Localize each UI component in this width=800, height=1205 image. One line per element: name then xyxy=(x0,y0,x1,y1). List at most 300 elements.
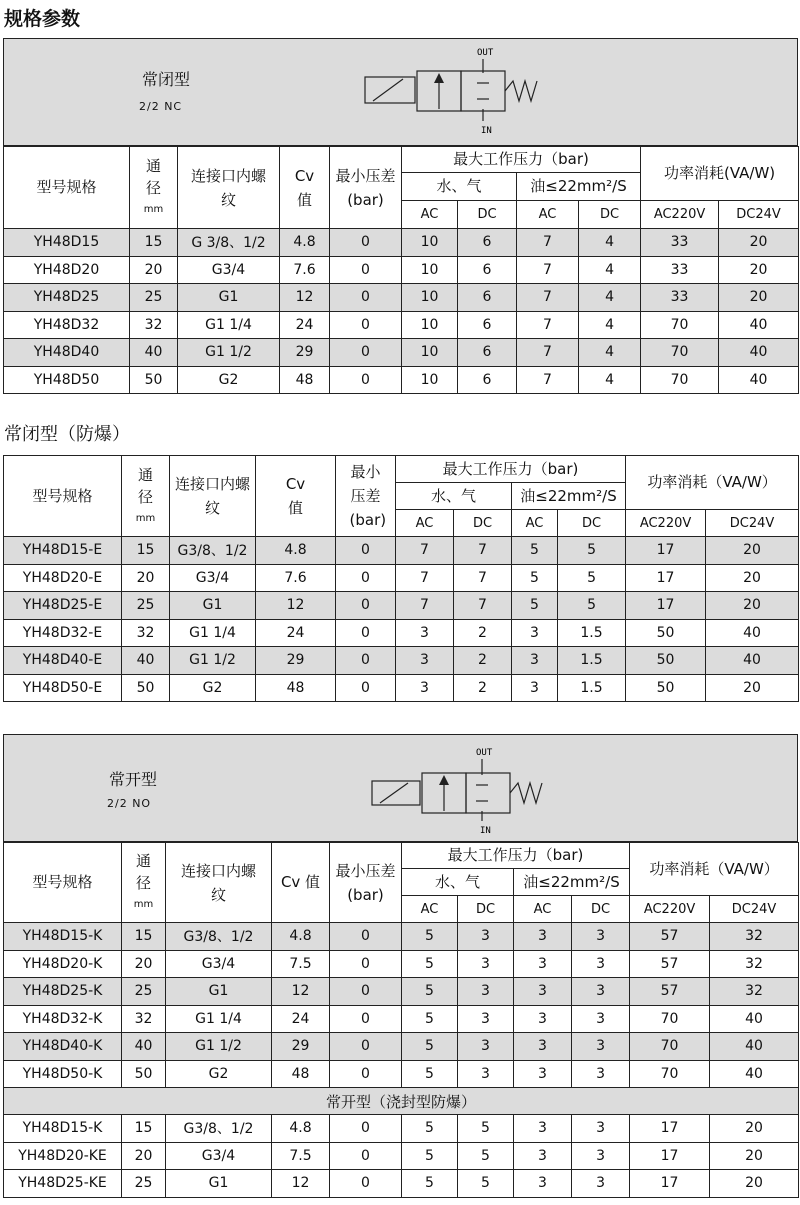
cell-model: YH48D20-E xyxy=(4,564,122,592)
cell-diameter: 25 xyxy=(122,978,166,1006)
out-port-label: OUT xyxy=(477,48,494,58)
cell-min-diff: 0 xyxy=(330,256,402,284)
cell-power-ac220v: 17 xyxy=(630,1115,710,1143)
nc-valve-banner xyxy=(3,38,798,146)
cell-power-dc24v: 40 xyxy=(710,1060,799,1088)
cell-min-diff: 0 xyxy=(336,537,396,565)
nc-explosion-spec-table xyxy=(3,455,799,702)
header-ac: AC xyxy=(514,896,572,923)
cell-cv: 7.5 xyxy=(272,950,330,978)
cell-water-ac: 3 xyxy=(396,674,454,702)
header-water-gas: 水、气 xyxy=(402,869,514,896)
table-row xyxy=(4,256,799,284)
cell-oil-dc: 3 xyxy=(572,1033,630,1061)
cell-oil-dc: 3 xyxy=(572,950,630,978)
table-row xyxy=(4,978,799,1006)
header-thread: 连接口内螺纹 xyxy=(166,843,272,923)
cell-oil-dc: 4 xyxy=(579,256,641,284)
cell-model: YH48D40 xyxy=(4,339,130,367)
table-row xyxy=(4,592,799,620)
cell-cv: 12 xyxy=(280,284,330,312)
cell-water-dc: 5 xyxy=(458,1142,514,1170)
cell-thread: G1 1/2 xyxy=(170,647,256,675)
cell-water-ac: 5 xyxy=(402,1115,458,1143)
cell-water-ac: 5 xyxy=(402,923,458,951)
header-min-diff: 最小压差(bar) xyxy=(336,456,396,537)
header-dc: DC xyxy=(458,896,514,923)
cell-oil-dc: 4 xyxy=(579,229,641,257)
cell-diameter: 20 xyxy=(130,256,178,284)
table-row xyxy=(4,1142,799,1170)
header-dc24v: DC24V xyxy=(710,896,799,923)
header-ac: AC xyxy=(402,201,458,229)
table-row xyxy=(4,1033,799,1061)
cell-cv: 4.8 xyxy=(272,923,330,951)
cell-oil-ac: 3 xyxy=(514,1060,572,1088)
cell-oil-ac: 3 xyxy=(514,950,572,978)
cell-power-dc24v: 40 xyxy=(706,647,799,675)
header-ac: AC xyxy=(402,896,458,923)
cell-water-dc: 7 xyxy=(454,592,512,620)
cell-thread: G2 xyxy=(166,1060,272,1088)
cell-power-ac220v: 70 xyxy=(630,1033,710,1061)
header-min-diff: 最小压差(bar) xyxy=(330,147,402,229)
cell-oil-dc: 4 xyxy=(579,366,641,394)
cell-water-dc: 6 xyxy=(458,284,517,312)
header-ac220v: AC220V xyxy=(641,201,719,229)
group-label: 常开型（浇封型防爆） xyxy=(4,1088,799,1115)
cell-model: YH48D50-K xyxy=(4,1060,122,1088)
cell-cv: 48 xyxy=(272,1060,330,1088)
cell-cv: 48 xyxy=(280,366,330,394)
header-dc: DC xyxy=(572,896,630,923)
cell-thread: G1 xyxy=(178,284,280,312)
header-model: 型号规格 xyxy=(4,456,122,537)
cell-power-ac220v: 33 xyxy=(641,256,719,284)
cell-water-dc: 2 xyxy=(454,674,512,702)
table-row xyxy=(4,564,799,592)
table-row xyxy=(4,674,799,702)
cell-water-dc: 3 xyxy=(458,1060,514,1088)
header-diameter: 通径 mm xyxy=(122,456,170,537)
cell-oil-dc: 1.5 xyxy=(558,674,626,702)
cell-water-ac: 10 xyxy=(402,256,458,284)
table-row xyxy=(4,1005,799,1033)
cell-diameter: 20 xyxy=(122,1142,166,1170)
cell-model: YH48D15 xyxy=(4,229,130,257)
cell-power-ac220v: 70 xyxy=(630,1060,710,1088)
header-model: 型号规格 xyxy=(4,843,122,923)
header-power: 功率消耗（VA/W） xyxy=(626,456,799,510)
cell-power-dc24v: 20 xyxy=(706,537,799,565)
cell-oil-ac: 5 xyxy=(512,592,558,620)
nc-spec-table xyxy=(3,146,799,394)
cell-oil-ac: 5 xyxy=(512,537,558,565)
cell-power-ac220v: 70 xyxy=(641,311,719,339)
cell-power-ac220v: 57 xyxy=(630,978,710,1006)
cell-power-dc24v: 32 xyxy=(710,978,799,1006)
cell-thread: G3/8、1/2 xyxy=(166,923,272,951)
header-thread: 连接口内螺纹 xyxy=(178,147,280,229)
cell-min-diff: 0 xyxy=(330,366,402,394)
cell-oil-ac: 3 xyxy=(512,647,558,675)
valve-symbol-icon xyxy=(359,43,549,143)
cell-thread: G1 1/2 xyxy=(178,339,280,367)
cell-diameter: 40 xyxy=(122,647,170,675)
valve-type-code: 2/2 NO xyxy=(107,797,152,810)
cell-diameter: 32 xyxy=(122,1005,166,1033)
cell-oil-ac: 7 xyxy=(517,366,579,394)
header-dc24v: DC24V xyxy=(719,201,799,229)
cell-power-dc24v: 40 xyxy=(719,311,799,339)
cell-model: YH48D32-K xyxy=(4,1005,122,1033)
cell-diameter: 40 xyxy=(122,1033,166,1061)
cell-thread: G1 xyxy=(166,978,272,1006)
header-water-gas: 水、气 xyxy=(402,173,517,201)
cell-model: YH48D25-KE xyxy=(4,1170,122,1198)
header-dc: DC xyxy=(558,510,626,537)
cell-model: YH48D20 xyxy=(4,256,130,284)
header-oil: 油≤22mm²/S xyxy=(512,483,626,510)
cell-min-diff: 0 xyxy=(336,592,396,620)
cell-power-dc24v: 20 xyxy=(706,564,799,592)
cell-water-dc: 6 xyxy=(458,229,517,257)
header-dc: DC xyxy=(458,201,517,229)
table-row xyxy=(4,923,799,951)
cell-water-ac: 10 xyxy=(402,366,458,394)
cell-power-dc24v: 20 xyxy=(719,229,799,257)
cell-oil-dc: 3 xyxy=(572,1060,630,1088)
cell-cv: 7.5 xyxy=(272,1142,330,1170)
cell-thread: G1 xyxy=(170,592,256,620)
cell-power-dc24v: 40 xyxy=(706,619,799,647)
cell-water-ac: 5 xyxy=(402,978,458,1006)
cell-cv: 29 xyxy=(280,339,330,367)
cell-water-ac: 3 xyxy=(396,647,454,675)
cell-oil-dc: 3 xyxy=(572,923,630,951)
cell-model: YH48D15-K xyxy=(4,1115,122,1143)
cell-cv: 12 xyxy=(272,1170,330,1198)
cell-oil-ac: 3 xyxy=(514,1142,572,1170)
cell-cv: 24 xyxy=(272,1005,330,1033)
cell-cv: 4.8 xyxy=(272,1115,330,1143)
cell-oil-ac: 7 xyxy=(517,339,579,367)
cell-diameter: 15 xyxy=(130,229,178,257)
cell-cv: 24 xyxy=(256,619,336,647)
cell-power-ac220v: 33 xyxy=(641,229,719,257)
cell-water-ac: 5 xyxy=(402,950,458,978)
cell-min-diff: 0 xyxy=(336,674,396,702)
cell-model: YH48D20-KE xyxy=(4,1142,122,1170)
cell-min-diff: 0 xyxy=(330,978,402,1006)
cell-thread: G3/4 xyxy=(170,564,256,592)
cell-diameter: 25 xyxy=(122,1170,166,1198)
cell-thread: G3/8、1/2 xyxy=(166,1115,272,1143)
cell-oil-dc: 5 xyxy=(558,564,626,592)
cell-water-dc: 5 xyxy=(458,1115,514,1143)
cell-water-dc: 6 xyxy=(458,311,517,339)
cell-water-dc: 2 xyxy=(454,647,512,675)
cell-power-ac220v: 17 xyxy=(626,564,706,592)
cell-min-diff: 0 xyxy=(336,647,396,675)
cell-thread: G1 1/4 xyxy=(178,311,280,339)
cell-thread: G1 1/4 xyxy=(170,619,256,647)
cell-power-ac220v: 50 xyxy=(626,619,706,647)
header-ac220v: AC220V xyxy=(630,896,710,923)
header-cv: Cv值 xyxy=(280,147,330,229)
header-dc: DC xyxy=(454,510,512,537)
valve-type-name: 常闭型 xyxy=(142,70,191,89)
in-port-label: IN xyxy=(481,126,492,136)
cell-thread: G3/8、1/2 xyxy=(170,537,256,565)
cell-diameter: 32 xyxy=(130,311,178,339)
cell-water-ac: 5 xyxy=(402,1060,458,1088)
header-cv: Cv值 xyxy=(256,456,336,537)
cell-oil-dc: 1.5 xyxy=(558,619,626,647)
cell-model: YH48D32-E xyxy=(4,619,122,647)
cell-model: YH48D50-E xyxy=(4,674,122,702)
cell-model: YH48D25-E xyxy=(4,592,122,620)
cell-thread: G3/4 xyxy=(166,950,272,978)
cell-power-dc24v: 20 xyxy=(719,256,799,284)
cell-diameter: 25 xyxy=(130,284,178,312)
cell-thread: G3/4 xyxy=(166,1142,272,1170)
cell-oil-ac: 3 xyxy=(514,1115,572,1143)
cell-diameter: 25 xyxy=(122,592,170,620)
flow-arrow-icon xyxy=(434,73,444,83)
cell-water-ac: 10 xyxy=(402,311,458,339)
cell-power-dc24v: 32 xyxy=(710,950,799,978)
cell-power-ac220v: 17 xyxy=(626,537,706,565)
cell-cv: 4.8 xyxy=(280,229,330,257)
cell-power-dc24v: 20 xyxy=(710,1142,799,1170)
cell-min-diff: 0 xyxy=(330,339,402,367)
header-diameter: 通径 mm xyxy=(122,843,166,923)
cell-min-diff: 0 xyxy=(330,229,402,257)
cell-power-ac220v: 70 xyxy=(641,339,719,367)
cell-water-ac: 5 xyxy=(402,1033,458,1061)
cell-water-ac: 5 xyxy=(402,1142,458,1170)
cell-diameter: 20 xyxy=(122,950,166,978)
in-port-label: IN xyxy=(480,826,491,836)
cell-power-dc24v: 32 xyxy=(710,923,799,951)
cell-diameter: 15 xyxy=(122,537,170,565)
valve-type-name: 常开型 xyxy=(109,770,158,789)
no-spec-table xyxy=(3,842,799,1198)
cell-oil-dc: 1.5 xyxy=(558,647,626,675)
cell-cv: 29 xyxy=(256,647,336,675)
cell-cv: 7.6 xyxy=(256,564,336,592)
cell-diameter: 50 xyxy=(130,366,178,394)
cell-power-ac220v: 17 xyxy=(630,1170,710,1198)
valve-symbol-icon xyxy=(364,745,554,841)
cell-oil-dc: 4 xyxy=(579,284,641,312)
cell-cv: 4.8 xyxy=(256,537,336,565)
cell-oil-ac: 7 xyxy=(517,311,579,339)
cell-water-dc: 7 xyxy=(454,537,512,565)
cell-thread: G2 xyxy=(170,674,256,702)
cell-water-ac: 5 xyxy=(402,1170,458,1198)
cell-water-ac: 7 xyxy=(396,537,454,565)
cell-thread: G2 xyxy=(178,366,280,394)
table-row xyxy=(4,537,799,565)
cell-thread: G1 1/2 xyxy=(166,1033,272,1061)
header-power: 功率消耗（VA/W） xyxy=(630,843,799,896)
cell-oil-ac: 3 xyxy=(514,923,572,951)
cell-diameter: 50 xyxy=(122,1060,166,1088)
table-row xyxy=(4,647,799,675)
header-max-pressure: 最大工作压力（bar) xyxy=(402,843,630,869)
cell-oil-ac: 3 xyxy=(512,619,558,647)
cell-oil-dc: 5 xyxy=(558,537,626,565)
cell-oil-ac: 3 xyxy=(512,674,558,702)
cell-water-dc: 3 xyxy=(458,923,514,951)
cell-thread: G 3/8、1/2 xyxy=(178,229,280,257)
cell-diameter: 50 xyxy=(122,674,170,702)
section-title-nc-explosion: 常闭型（防爆） xyxy=(4,424,130,445)
cell-power-ac220v: 17 xyxy=(626,592,706,620)
cell-power-dc24v: 40 xyxy=(719,366,799,394)
cell-power-dc24v: 20 xyxy=(706,592,799,620)
cell-power-dc24v: 40 xyxy=(710,1033,799,1061)
cell-power-dc24v: 40 xyxy=(719,339,799,367)
cell-model: YH48D32 xyxy=(4,311,130,339)
cell-oil-ac: 3 xyxy=(514,1033,572,1061)
cell-model: YH48D25 xyxy=(4,284,130,312)
header-cv: Cv 值 xyxy=(272,843,330,923)
cell-min-diff: 0 xyxy=(330,284,402,312)
cell-power-ac220v: 33 xyxy=(641,284,719,312)
table-row xyxy=(4,1060,799,1088)
flow-arrow-icon xyxy=(439,775,449,785)
cell-oil-dc: 3 xyxy=(572,978,630,1006)
table-row xyxy=(4,284,799,312)
header-ac: AC xyxy=(517,201,579,229)
cell-min-diff: 0 xyxy=(330,1170,402,1198)
cell-cv: 7.6 xyxy=(280,256,330,284)
cell-min-diff: 0 xyxy=(330,311,402,339)
cell-cv: 29 xyxy=(272,1033,330,1061)
cell-thread: G3/4 xyxy=(178,256,280,284)
table-row xyxy=(4,1170,799,1198)
cell-water-ac: 10 xyxy=(402,339,458,367)
header-model: 型号规格 xyxy=(4,147,130,229)
cell-oil-dc: 4 xyxy=(579,311,641,339)
table-row xyxy=(4,339,799,367)
cell-water-dc: 6 xyxy=(458,366,517,394)
header-dc24v: DC24V xyxy=(706,510,799,537)
cell-thread: G1 xyxy=(166,1170,272,1198)
cell-diameter: 15 xyxy=(122,1115,166,1143)
cell-oil-ac: 5 xyxy=(512,564,558,592)
cell-min-diff: 0 xyxy=(330,1005,402,1033)
cell-oil-ac: 7 xyxy=(517,256,579,284)
cell-water-dc: 3 xyxy=(458,978,514,1006)
header-max-pressure: 最大工作压力（bar) xyxy=(396,456,626,483)
cell-water-dc: 2 xyxy=(454,619,512,647)
cell-min-diff: 0 xyxy=(330,1142,402,1170)
cell-power-ac220v: 70 xyxy=(641,366,719,394)
cell-diameter: 20 xyxy=(122,564,170,592)
cell-oil-ac: 3 xyxy=(514,1005,572,1033)
cell-water-dc: 6 xyxy=(458,339,517,367)
cell-oil-dc: 3 xyxy=(572,1170,630,1198)
cell-oil-dc: 4 xyxy=(579,339,641,367)
cell-power-dc24v: 20 xyxy=(710,1170,799,1198)
header-ac: AC xyxy=(512,510,558,537)
table-row xyxy=(4,1115,799,1143)
cell-water-dc: 5 xyxy=(458,1170,514,1198)
cell-model: YH48D40-E xyxy=(4,647,122,675)
table-row xyxy=(4,366,799,394)
cell-min-diff: 0 xyxy=(336,564,396,592)
header-max-pressure: 最大工作压力（bar) xyxy=(402,147,641,173)
cell-water-ac: 7 xyxy=(396,564,454,592)
cell-model: YH48D40-K xyxy=(4,1033,122,1061)
cell-min-diff: 0 xyxy=(330,1060,402,1088)
cell-water-ac: 10 xyxy=(402,284,458,312)
cell-diameter: 40 xyxy=(130,339,178,367)
header-diameter: 通径 mm xyxy=(130,147,178,229)
header-oil: 油≤22mm²/S xyxy=(514,869,630,896)
cell-oil-dc: 3 xyxy=(572,1005,630,1033)
cell-water-dc: 7 xyxy=(454,564,512,592)
cell-cv: 48 xyxy=(256,674,336,702)
cell-water-dc: 3 xyxy=(458,1033,514,1061)
cell-model: YH48D15-E xyxy=(4,537,122,565)
cell-model: YH48D25-K xyxy=(4,978,122,1006)
out-port-label: OUT xyxy=(476,748,493,758)
cell-power-ac220v: 17 xyxy=(630,1142,710,1170)
header-water-gas: 水、气 xyxy=(396,483,512,510)
cell-water-dc: 6 xyxy=(458,256,517,284)
cell-min-diff: 0 xyxy=(330,1033,402,1061)
cell-power-ac220v: 50 xyxy=(626,674,706,702)
cell-model: YH48D50 xyxy=(4,366,130,394)
cell-power-ac220v: 50 xyxy=(626,647,706,675)
header-oil: 油≤22mm²/S xyxy=(517,173,641,201)
cell-water-dc: 3 xyxy=(458,1005,514,1033)
cell-min-diff: 0 xyxy=(330,950,402,978)
cell-water-ac: 7 xyxy=(396,592,454,620)
cell-oil-ac: 3 xyxy=(514,978,572,1006)
header-power: 功率消耗(VA/W) xyxy=(641,147,799,201)
cell-oil-dc: 3 xyxy=(572,1115,630,1143)
cell-oil-ac: 7 xyxy=(517,284,579,312)
cell-min-diff: 0 xyxy=(330,1115,402,1143)
header-thread: 连接口内螺纹 xyxy=(170,456,256,537)
cell-min-diff: 0 xyxy=(330,923,402,951)
header-ac220v: AC220V xyxy=(626,510,706,537)
header-dc: DC xyxy=(579,201,641,229)
cell-power-dc24v: 20 xyxy=(706,674,799,702)
cell-cv: 12 xyxy=(256,592,336,620)
cell-water-ac: 3 xyxy=(396,619,454,647)
table-row xyxy=(4,619,799,647)
cell-oil-dc: 5 xyxy=(558,592,626,620)
cell-min-diff: 0 xyxy=(336,619,396,647)
cell-power-ac220v: 57 xyxy=(630,923,710,951)
cell-cv: 12 xyxy=(272,978,330,1006)
cell-power-ac220v: 70 xyxy=(630,1005,710,1033)
cell-power-dc24v: 40 xyxy=(710,1005,799,1033)
header-min-diff: 最小压差(bar) xyxy=(330,843,402,923)
page-title: 规格参数 xyxy=(4,8,81,30)
cell-power-dc24v: 20 xyxy=(710,1115,799,1143)
cell-model: YH48D20-K xyxy=(4,950,122,978)
no-valve-banner xyxy=(3,734,798,842)
cell-model: YH48D15-K xyxy=(4,923,122,951)
